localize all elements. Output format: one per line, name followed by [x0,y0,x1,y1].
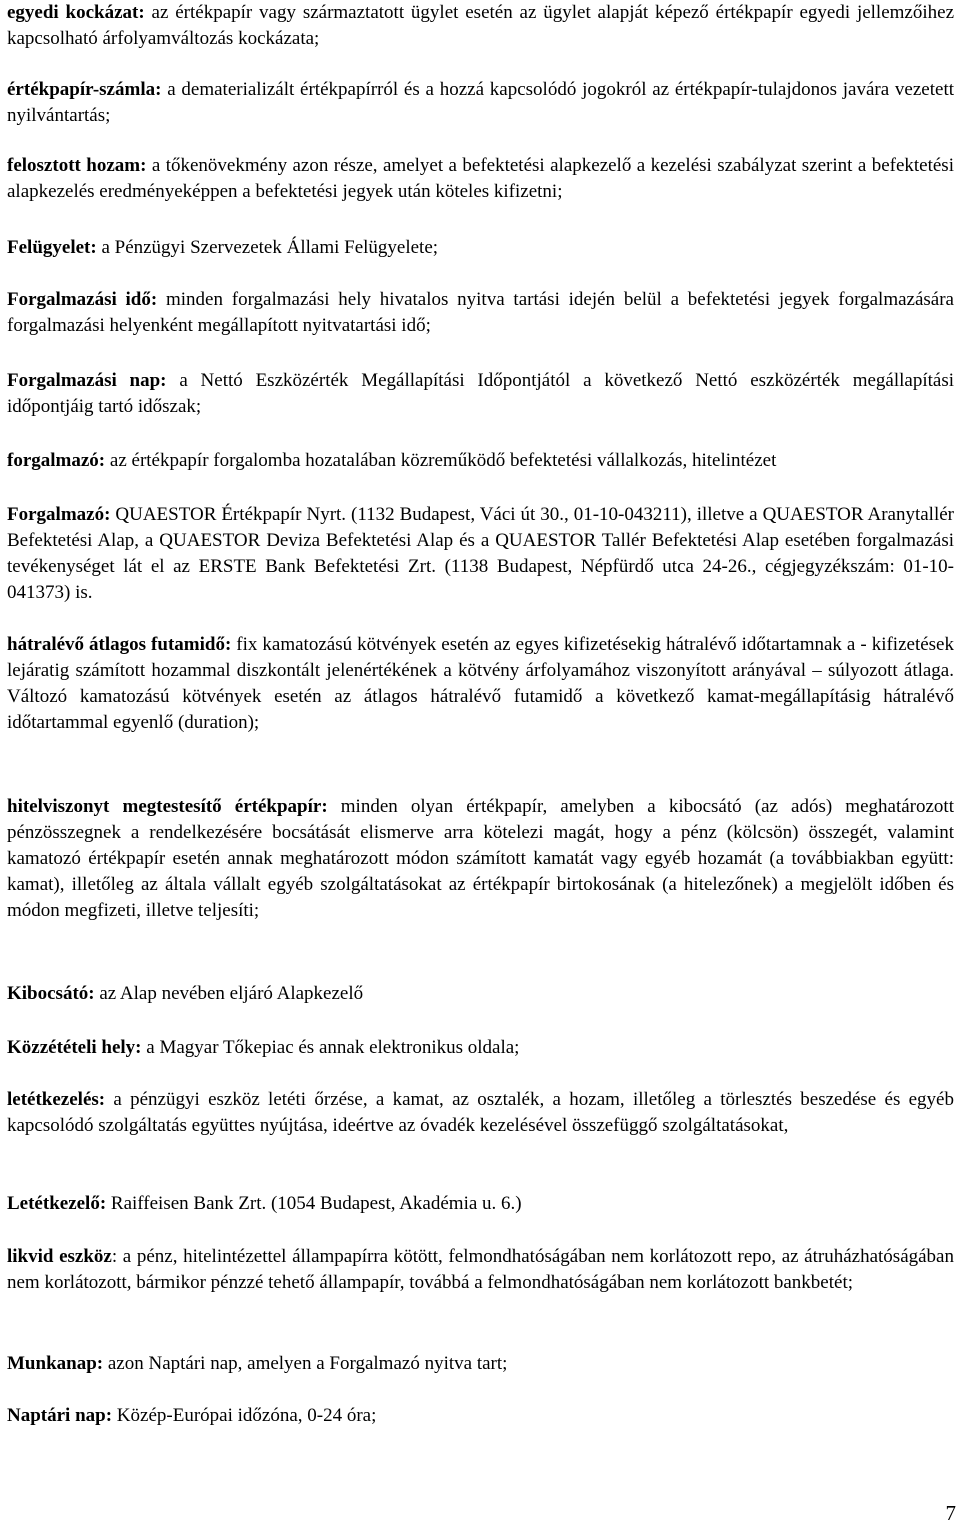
definition-text: a tőkenövekmény azon része, amelyet a befektetési alapkezelő a kezelési szabályzat szerint a befektetési alapkezelés eredményeképpen a befektetési jegyek után köteles kifizetni; [7,155,954,202]
definition-text: Közép-Európai időzóna, 0-24 óra; [112,1405,377,1426]
definition-term: likvid eszköz [7,1246,112,1267]
definition-term: Letétkezelő: [7,1193,107,1214]
definition-text: azon Naptári nap, amelyen a Forgalmazó nyitva tart; [103,1353,508,1374]
definition-term: Forgalmazási idő: [7,289,158,310]
definition-kibocsato [7,981,363,1007]
definition-term: Kibocsátó: [7,983,95,1004]
definition-text: az értékpapír vagy származtatott ügylet esetén az ügylet alapját képező értékpapír egyedi jellemzőihez kapcsolható árfolyamváltozás kockázata; [7,2,955,49]
definition-felugyelet [7,235,438,261]
definition-term: Felügyelet: [7,237,97,258]
definition-hatralevo-atlagos-futamido [7,632,954,736]
definition-felosztott-hozam [7,153,954,205]
definition-egyedi-kockazat [7,0,954,52]
definition-naptari-nap [7,1403,376,1429]
definition-text: minden olyan értékpapír, amelyben a kibocsátó (az adós) meghatározott pénzösszegnek a rendelkezésére bocsátását elismerve arra kötelezi magát, hogy a pénz (kölcsön) összegét, valamint kamatozó értékpapír esetén annak meghatározott módon számított kamatát vagy egyéb hozamát (a továbbiakban együtt: kamat), illetőleg az általa vállalt egyéb szolgáltatásokat az értékpapír birtokosának (a hitelezőnek) a megjelölt időben és módon megfizeti, illetve teljesíti; [7,796,954,921]
definition-text: fix kamatozású kötvények esetén az egyes kifizetésekig hátralévő időtartamnak a - kifizetések lejáratig számított hozammal diszkontált jelenértékének a kötvény árfolyamához viszonyított arányával – súlyozott átlaga. Változó kamatozású kötvények esetén az átlagos hátralévő futamidő a következő kamat-megállapításig hátralévő időtartammal egyenlő (duration); [7,634,954,733]
definition-text: a Pénzügyi Szervezetek Állami Felügyelete; [96,237,439,258]
definition-text: az értékpapír forgalomba hozatalában közreműködő befektetési vállalkozás, hitelintézet [105,450,777,471]
definition-hitelviszonyt-megtestesito [7,794,954,924]
definition-term: felosztott hozam: [7,155,147,176]
page-number: 7 [945,1501,956,1525]
definition-term: Naptári nap: [7,1405,113,1426]
definition-kozzeteteli-hely [7,1035,519,1061]
definition-forgalmazo-lower [7,448,776,474]
definition-term: hátralévő átlagos futamidő: [7,634,232,655]
definition-forgalmazasi-ido [7,287,954,339]
definition-likvid-eszkoz [7,1244,954,1296]
definition-letetkezeles [7,1087,954,1139]
definition-text: QUAESTOR Értékpapír Nyrt. (1132 Budapest, Váci út 30., 01-10-043211), illetve a QUAESTOR Aranytallér Befektetési Alap, a QUAESTOR Deviza Befektetési Alap és a QUAESTOR Tallér Befektetési Alap esetében forgalmazási tevékenységet lát el az ERSTE Bank Befektetési Zrt. (1138 Budapest, Népfürdő utca 24-26., cégjegyzékszám: 01-10-041373) is. [7,504,954,603]
definition-text: a dematerializált értékpapírról és a hozzá kapcsolódó jogokról az értékpapír-tulajdonos javára vezetett nyilvántartás; [7,79,954,126]
definition-term: Forgalmazó: [7,504,111,525]
definition-text: Raiffeisen Bank Zrt. (1054 Budapest, Akadémia u. 6.) [106,1193,522,1214]
definition-term: értékpapír-számla: [7,79,162,100]
definition-term: Munkanap: [7,1353,104,1374]
definition-term: egyedi kockázat: [7,2,145,23]
definition-text: az Alap nevében eljáró Alapkezelő [94,983,364,1004]
definition-text: a Nettó Eszközérték Megállapítási Időpontjától a következő Nettó eszközérték megállapítási időpontjáig tartó időszak; [7,370,954,417]
definition-text: a pénzügyi eszköz letéti őrzése, a kamat, az osztalék, a hozam, illetőleg a törlesztés beszedése és egyéb kapcsolódó szolgáltatás együttes nyújtása, ideértve az óvadék kezelésével összefüggő szolgáltatásokat, [7,1089,954,1136]
definition-forgalmazo [7,502,954,606]
definition-term: Forgalmazási nap: [7,370,167,391]
definition-munkanap [7,1351,507,1377]
definition-ertekpapir-szamla [7,77,954,129]
definition-text: a Magyar Tőkepiac és annak elektronikus oldala; [141,1037,520,1058]
definition-text: minden forgalmazási hely hivatalos nyitva tartási idején belül a befektetési jegyek forgalmazására forgalmazási helyenként megállapított nyitvatartási idő; [7,289,954,336]
definition-text: : a pénz, hitelintézettel állampapírra kötött, felmondhatóságában nem korlátozott repo, az átruházhatóságában nem korlátozott, bármikor pénzzé tehető állampapír, továbbá a felmondhatóságában nem korlátozott bankbetét; [7,1246,954,1293]
definition-forgalmazasi-nap [7,368,954,420]
definition-letetkezelo [7,1191,522,1217]
definition-term: letétkezelés: [7,1089,106,1110]
definition-term: Közzétételi hely: [7,1037,142,1058]
definition-term: forgalmazó: [7,450,106,471]
definition-term: hitelviszonyt megtestesítő értékpapír: [7,796,328,817]
